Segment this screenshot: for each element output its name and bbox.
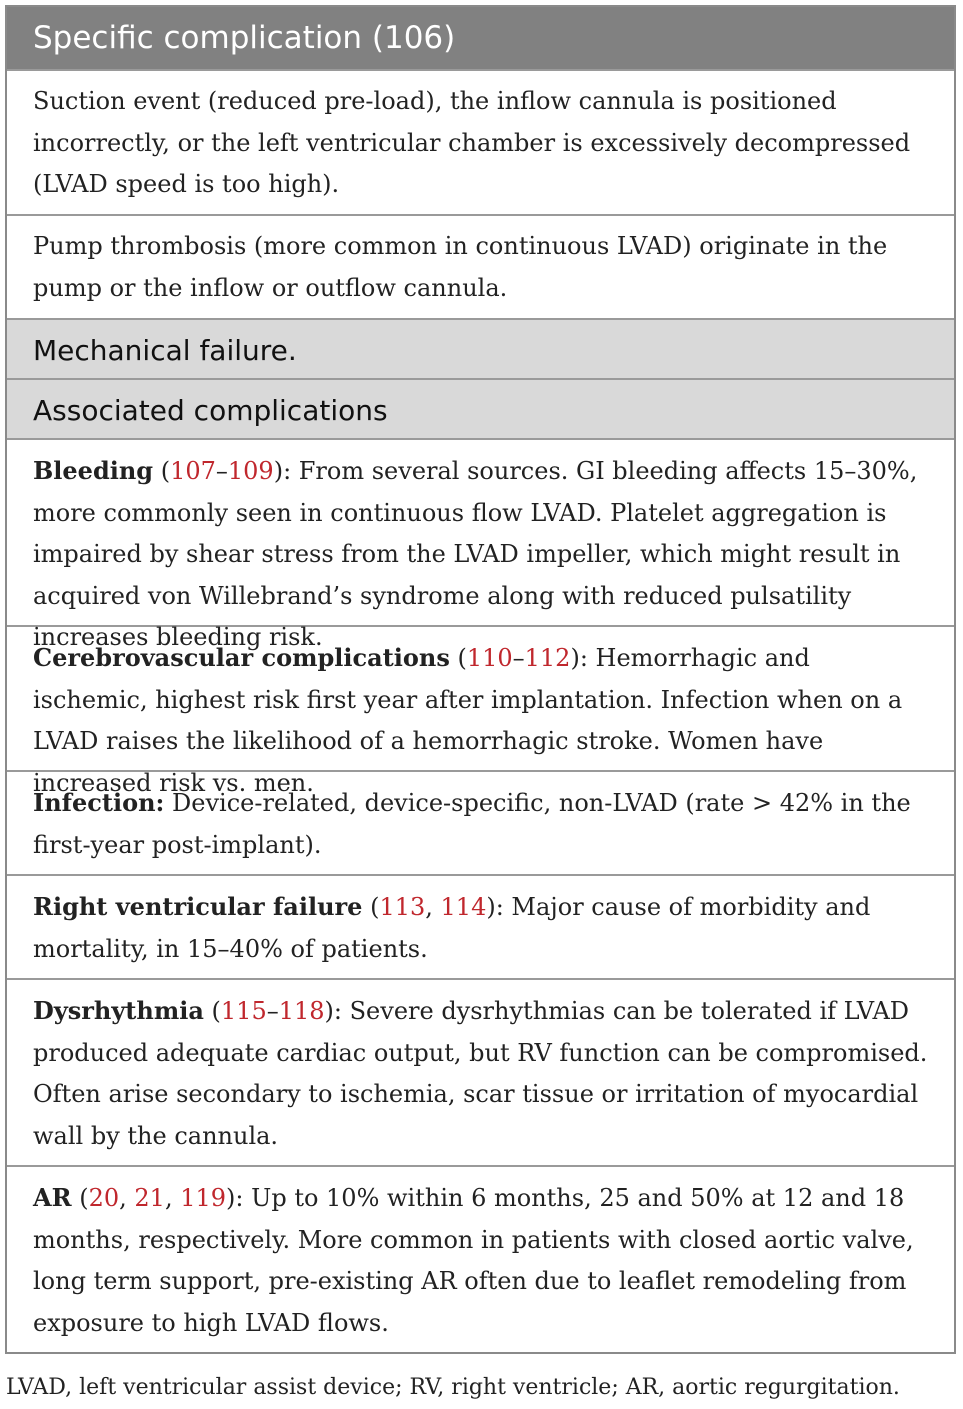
row-text: Severe dysrhythmias can be tolerated if LVAD produced adequate cardiac output, but RV function can be compromised. Often arise secondary to ischemia, scar tissue or irritation of myocardial wall by the cannula. (33, 997, 928, 1150)
reference-link[interactable]: 21 (134, 1184, 165, 1212)
paren-open: ( (449, 644, 467, 672)
mechanical-failure-header (7, 318, 954, 378)
table-row-bleeding (7, 438, 954, 651)
table-row (7, 214, 954, 318)
table-row-ar (7, 1165, 954, 1352)
table-row (7, 69, 954, 214)
ref-separator: , (425, 893, 441, 921)
paren-open: ( (71, 1184, 89, 1212)
paren-close: ): (226, 1184, 252, 1212)
ref-separator: , (164, 1184, 181, 1212)
row-term: Dysrhythmia (33, 996, 204, 1025)
complications-table (5, 5, 956, 1354)
row-text: Suction event (reduced pre-load), the inflow cannula is positioned incorrectly, or the left ventricular chamber is excessively decompressed (LVAD speed is too high). (33, 87, 911, 198)
reference-link[interactable]: 113 (379, 893, 426, 921)
table-footnote: LVAD, left ventricular assist device; RV, right ventricle; AR, aortic regurgitation. (6, 1375, 900, 1400)
table-row-dysrhythmia (7, 978, 954, 1165)
ref-separator: – (266, 997, 279, 1025)
row-term: Right ventricular failure (33, 892, 363, 921)
ref-separator: , (119, 1184, 135, 1212)
row-term: Infection: (33, 788, 165, 817)
row-text: Pump thrombosis (more common in continuous LVAD) originate in the pump or the inflow or outflow cannula. (33, 232, 888, 302)
ref-separator: – (512, 644, 525, 672)
paren-close: ): (324, 997, 350, 1025)
row-text: Hemorrhagic and ischemic, highest risk first year after implantation. Infection when on a LVAD raises the likelihood of a hemorrhagic stroke. Women have increased risk vs. men. (33, 644, 903, 797)
row-text: Up to 10% within 6 months, 25 and 50% at 12 and 18 months, respectively. More common in patients with closed aortic valve, long term support, pre-existing AR often due to leaflet remodeling from exposure to high LVAD flows. (33, 1184, 914, 1337)
paren-open: ( (153, 457, 171, 485)
row-term: Cerebrovascular complications (33, 643, 450, 672)
row-text: Major cause of morbidity and mortality, in 15–40% of patients. (33, 893, 871, 963)
paren-open: ( (362, 893, 380, 921)
section-title: Mechanical failure. (33, 334, 297, 367)
paren-close: ): (273, 457, 299, 485)
reference-link[interactable]: 20 (88, 1184, 120, 1212)
row-text: From several sources. GI bleeding affects 15–30%, more commonly seen in continuous flow LVAD. Platelet aggregation is impaired by shear stress from the LVAD impeller, which might result in acquired von Willebrand’s syndrome along with reduced pulsatility increases bleeding risk. (33, 457, 918, 651)
reference-link[interactable]: 114 (440, 893, 487, 921)
reference-link[interactable]: 112 (524, 644, 571, 672)
reference-link[interactable]: 115 (220, 997, 267, 1025)
row-term: Bleeding (33, 456, 154, 485)
paren-close: ): (570, 644, 596, 672)
row-term: AR (33, 1183, 72, 1212)
ref-separator: – (215, 457, 228, 485)
reference-link[interactable]: 110 (466, 644, 513, 672)
row-text: Device-related, device-specific, non-LVAD (rate > 42% in the first-year post-implant). (33, 789, 911, 859)
associated-complications-header (7, 378, 954, 438)
specific-complication-header (7, 7, 954, 69)
header-title: Specific complication (106) (33, 20, 456, 56)
table-row-cerebrovascular (7, 625, 954, 797)
table-row-rv-failure (7, 874, 954, 978)
reference-link[interactable]: 109 (227, 457, 274, 485)
reference-link[interactable]: 107 (170, 457, 216, 485)
reference-link[interactable]: 119 (180, 1184, 227, 1212)
section-title: Associated complications (33, 394, 388, 427)
paren-close: ): (486, 893, 512, 921)
reference-link[interactable]: 118 (278, 997, 325, 1025)
paren-open: ( (203, 997, 221, 1025)
table-row-infection (7, 770, 954, 874)
